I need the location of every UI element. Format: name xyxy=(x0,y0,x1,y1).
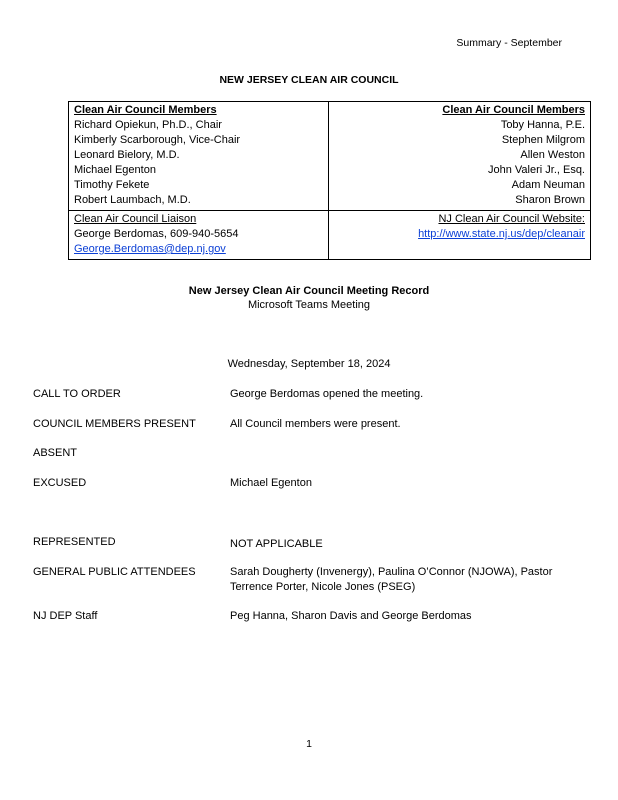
absent-label: ABSENT xyxy=(33,447,78,459)
page-number: 1 xyxy=(306,738,312,750)
member-name: Adam Neuman xyxy=(511,179,585,191)
council-title: NEW JERSEY CLEAN AIR COUNCIL xyxy=(219,74,399,86)
website-heading: NJ Clean Air Council Website: xyxy=(438,213,585,225)
running-header: Summary - September xyxy=(456,37,562,49)
members-present-value: All Council members were present. xyxy=(230,418,401,430)
call-to-order-value: George Berdomas opened the meeting. xyxy=(230,388,424,400)
meeting-date: Wednesday, September 18, 2024 xyxy=(227,358,391,370)
represented-value: NOT APPLICABLE xyxy=(230,538,323,550)
member-name: Sharon Brown xyxy=(515,194,585,206)
member-name: Kimberly Scarborough, Vice-Chair xyxy=(74,134,241,146)
call-to-order-label: CALL TO ORDER xyxy=(33,388,121,400)
record-subtitle: Microsoft Teams Meeting xyxy=(247,299,371,311)
record-title: New Jersey Clean Air Council Meeting Record xyxy=(188,285,430,297)
public-attendees-label: GENERAL PUBLIC ATTENDEES xyxy=(33,566,196,578)
members-present-label: COUNCIL MEMBERS PRESENT xyxy=(33,418,196,430)
liaison-email-link[interactable]: George.Berdomas@dep.nj.gov xyxy=(74,243,226,255)
public-attendees-value-line-1: Sarah Dougherty (Invenergy), Paulina O’Connor (NJOWA), Pastor xyxy=(230,566,553,578)
excused-label: EXCUSED xyxy=(33,477,87,489)
members-left-heading: Clean Air Council Members xyxy=(74,104,217,116)
member-name: Michael Egenton xyxy=(74,164,156,176)
website-cell xyxy=(329,211,591,260)
dep-staff-value: Peg Hanna, Sharon Davis and George Berdomas xyxy=(230,610,472,622)
excused-value: Michael Egenton xyxy=(230,477,312,489)
represented-label: REPRESENTED xyxy=(33,536,116,548)
dep-staff-label: NJ DEP Staff xyxy=(33,610,98,622)
members-right-heading: Clean Air Council Members xyxy=(442,104,585,116)
public-attendees-value-line-2: Terrence Porter, Nicole Jones (PSEG) xyxy=(230,581,416,593)
member-name: Stephen Milgrom xyxy=(501,134,585,146)
member-name: Toby Hanna, P.E. xyxy=(500,119,585,131)
liaison-name-phone: George Berdomas, 609-940-5654 xyxy=(74,228,239,240)
website-link[interactable]: http://www.state.nj.us/dep/cleanair xyxy=(418,228,585,240)
member-name: Timothy Fekete xyxy=(74,179,150,191)
members-left-cell xyxy=(69,102,329,211)
member-name: Richard Opiekun, Ph.D., Chair xyxy=(74,119,222,131)
liaison-heading: Clean Air Council Liaison xyxy=(74,213,197,225)
member-name: John Valeri Jr., Esq. xyxy=(487,164,585,176)
member-name: Allen Weston xyxy=(520,149,585,161)
members-table xyxy=(68,101,591,260)
member-name: Leonard Bielory, M.D. xyxy=(74,149,180,161)
members-right-cell xyxy=(329,102,591,211)
member-name: Robert Laumbach, M.D. xyxy=(74,194,191,206)
liaison-cell xyxy=(69,211,329,260)
